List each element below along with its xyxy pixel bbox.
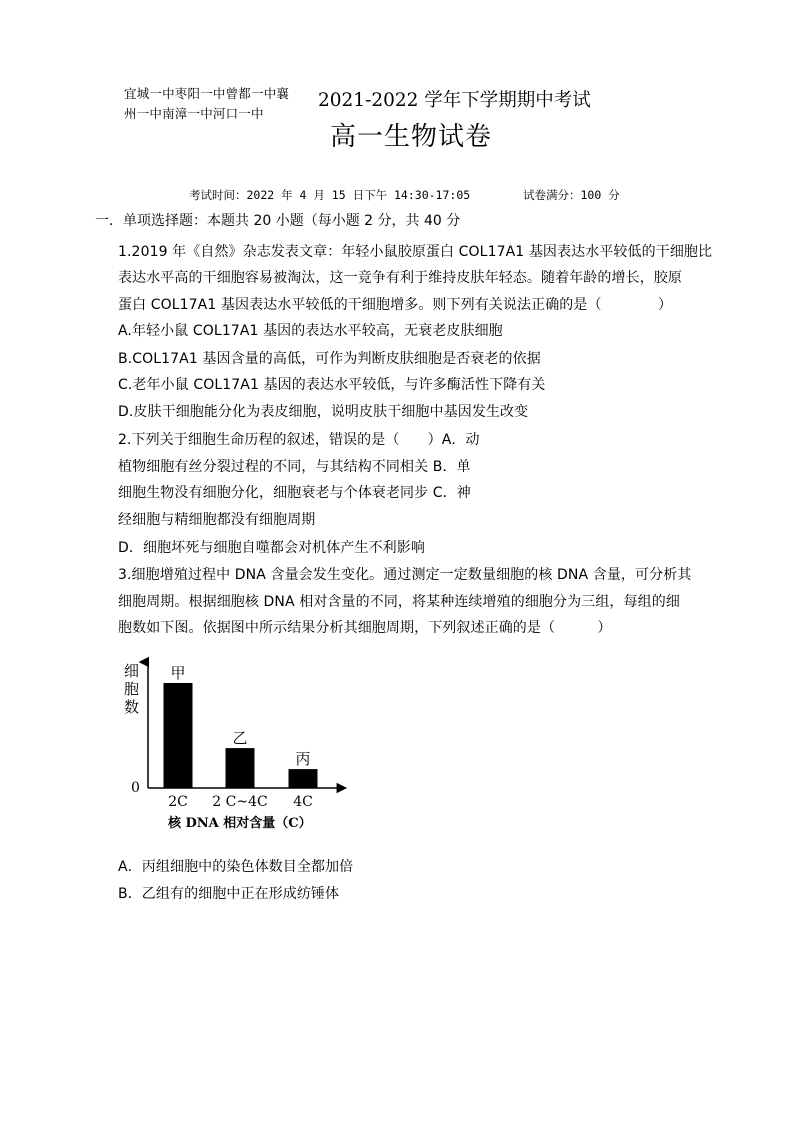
section-title: 一．单项选择题：本题共 20 小题（每小题 2 分，共 40 分 [95, 213, 461, 229]
bar-1 [164, 683, 193, 788]
bar-3 [289, 769, 318, 788]
question-1-option-c: C.老年小鼠 COL17A1 基因的表达水平较低，与许多酶活性下降有关 [118, 377, 546, 393]
bar-label-1: 甲 [170, 664, 186, 682]
question-1-option-d: D.皮肤干细胞能分化为表皮细胞，说明皮肤干细胞中基因发生改变 [118, 404, 529, 420]
question-1-line-3: 蛋白 COL17A1 基因表达水平较低的干细胞增多。则下列有关说法正确的是（ ） [118, 297, 673, 313]
question-2-line-5: D．细胞坏死与细胞自噬都会对机体产生不利影响 [118, 540, 425, 556]
exam-title: 2021-2022 学年下学期期中考试 [318, 90, 591, 111]
question-1-line-1: 1.2019 年《自然》杂志发表文章：年轻小鼠胶原蛋白 COL17A1 基因表达水平较低的干细胞比 [118, 244, 713, 260]
question-3-line-2: 细胞周期。根据细胞核 DNA 相对含量的不同，将某种连续增殖的细胞分为三组，每组的细 [118, 594, 680, 610]
bar-label-2: 乙 [232, 729, 248, 748]
y-axis-label-char-2: 胞 [124, 680, 140, 698]
question-3-option-b: B．乙组有的细胞中正在形成纺锤体 [118, 886, 340, 902]
question-2-line-4: 经细胞与精细胞都没有细胞周期 [118, 512, 316, 528]
question-3-line-1: 3.细胞增殖过程中 DNA 含量会发生变化。通过测定一定数量细胞的核 DNA 含量，可分析其 [118, 567, 692, 583]
bar-label-3: 丙 [295, 750, 311, 769]
full-score: 试卷满分：100 分 [523, 188, 620, 202]
x-tick-label-2: 2 C~4C [212, 794, 268, 810]
question-2-line-3: 细胞生物没有细胞分化，细胞衰老与个体衰老同步 C．神 [118, 485, 471, 501]
x-tick-label-3: 4C [293, 794, 313, 810]
exam-time: 考试时间：2022 年 4 月 15 日下午 14:30-17:05 [189, 188, 471, 202]
question-1-option-b: B.COL17A1 基因含量的高低，可作为判断皮肤细胞是否衰老的依据 [118, 351, 541, 367]
x-tick-label-1: 2C [168, 794, 188, 810]
y-axis-label-char-3: 数 [124, 698, 140, 716]
school-list-line-1: 宜城一中枣阳一中曾都一中襄 [124, 86, 290, 101]
question-3-line-3: 胞数如下图。依据图中所示结果分析其细胞周期，下列叙述正确的是（ ） [118, 620, 612, 636]
question-1-line-2: 表达水平高的干细胞容易被淘汰，这一竞争有利于维持皮肤年轻态。随着年龄的增长，胶原 [118, 270, 682, 286]
question-2-line-1: 2.下列关于细胞生命历程的叙述，错误的是（ ）A．动 [118, 432, 480, 448]
y-axis-label-char-1: 细 [124, 662, 140, 680]
question-3-option-a: A．丙组细胞中的染色体数目全都加倍 [118, 859, 354, 875]
y-origin-label: 0 [131, 780, 140, 796]
dna-content-bar-chart [118, 650, 358, 835]
x-axis-title: 核 DNA 相对含量（C） [168, 816, 312, 831]
bar-2 [226, 748, 255, 788]
question-2-line-2: 植物细胞有丝分裂过程的不同，与其结构不同相关 B．单 [118, 459, 471, 475]
subject-title: 高一生物试卷 [330, 122, 493, 152]
school-list-line-2: 州一中南漳一中河口一中 [124, 106, 264, 121]
question-1-option-a: A.年轻小鼠 COL17A1 基因的表达水平较高，无衰老皮肤细胞 [118, 323, 503, 339]
